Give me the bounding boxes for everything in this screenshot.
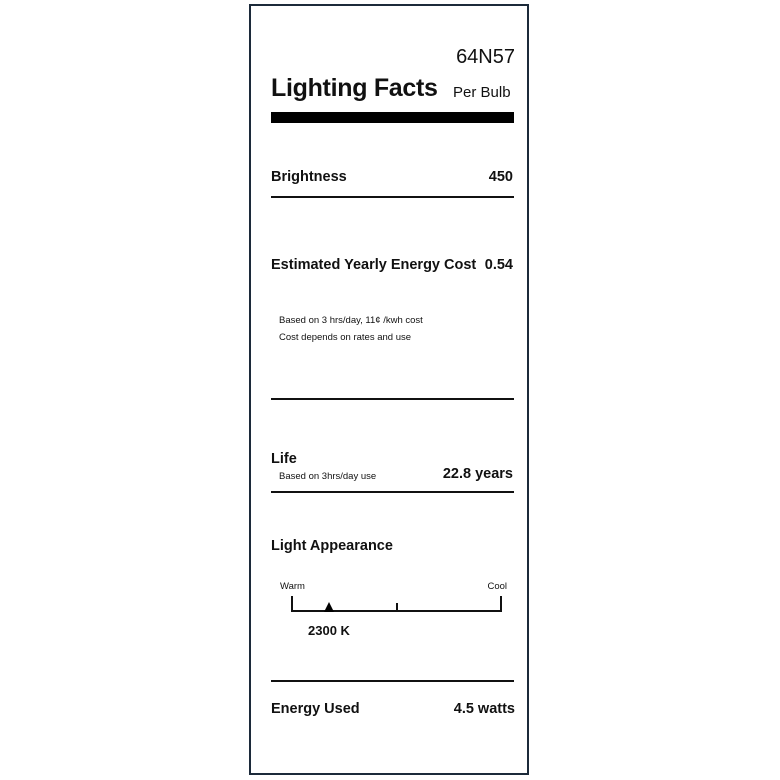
energy-cost-note-2: Cost depends on rates and use bbox=[279, 332, 412, 343]
light-appearance-label: Light Appearance bbox=[271, 538, 393, 554]
temperature-marker-icon bbox=[324, 602, 334, 612]
brightness-value: 450 bbox=[488, 169, 513, 185]
cool-label: Cool bbox=[487, 581, 507, 592]
scale-left-tick bbox=[291, 596, 293, 611]
divider bbox=[271, 398, 514, 400]
energy-cost-value: 0.54 bbox=[484, 257, 513, 273]
energy-used-value: 4.5 watts bbox=[453, 701, 515, 717]
color-temperature-value: 2300 K bbox=[308, 623, 350, 638]
warm-label: Warm bbox=[280, 581, 305, 592]
per-bulb-text: Per Bulb bbox=[453, 84, 511, 101]
life-note: Based on 3hrs/day use bbox=[279, 471, 377, 482]
model-number: 64N57 bbox=[456, 46, 515, 68]
color-temperature-scale bbox=[291, 596, 502, 616]
lighting-facts-label bbox=[249, 4, 529, 775]
label-title: Lighting Facts bbox=[271, 74, 438, 102]
scale-mid-tick bbox=[396, 603, 398, 611]
title-divider-bar bbox=[271, 112, 514, 123]
divider bbox=[271, 196, 514, 198]
life-value: 22.8 years bbox=[442, 466, 513, 482]
life-label: Life bbox=[271, 451, 297, 467]
scale-right-tick bbox=[500, 596, 502, 611]
energy-cost-note-1: Based on 3 hrs/day, 11¢ /kwh cost bbox=[279, 315, 423, 326]
brightness-label: Brightness bbox=[271, 169, 347, 185]
energy-cost-label: Estimated Yearly Energy Cost bbox=[271, 257, 477, 273]
energy-used-label: Energy Used bbox=[271, 701, 360, 717]
divider bbox=[271, 680, 514, 682]
divider bbox=[271, 491, 514, 493]
